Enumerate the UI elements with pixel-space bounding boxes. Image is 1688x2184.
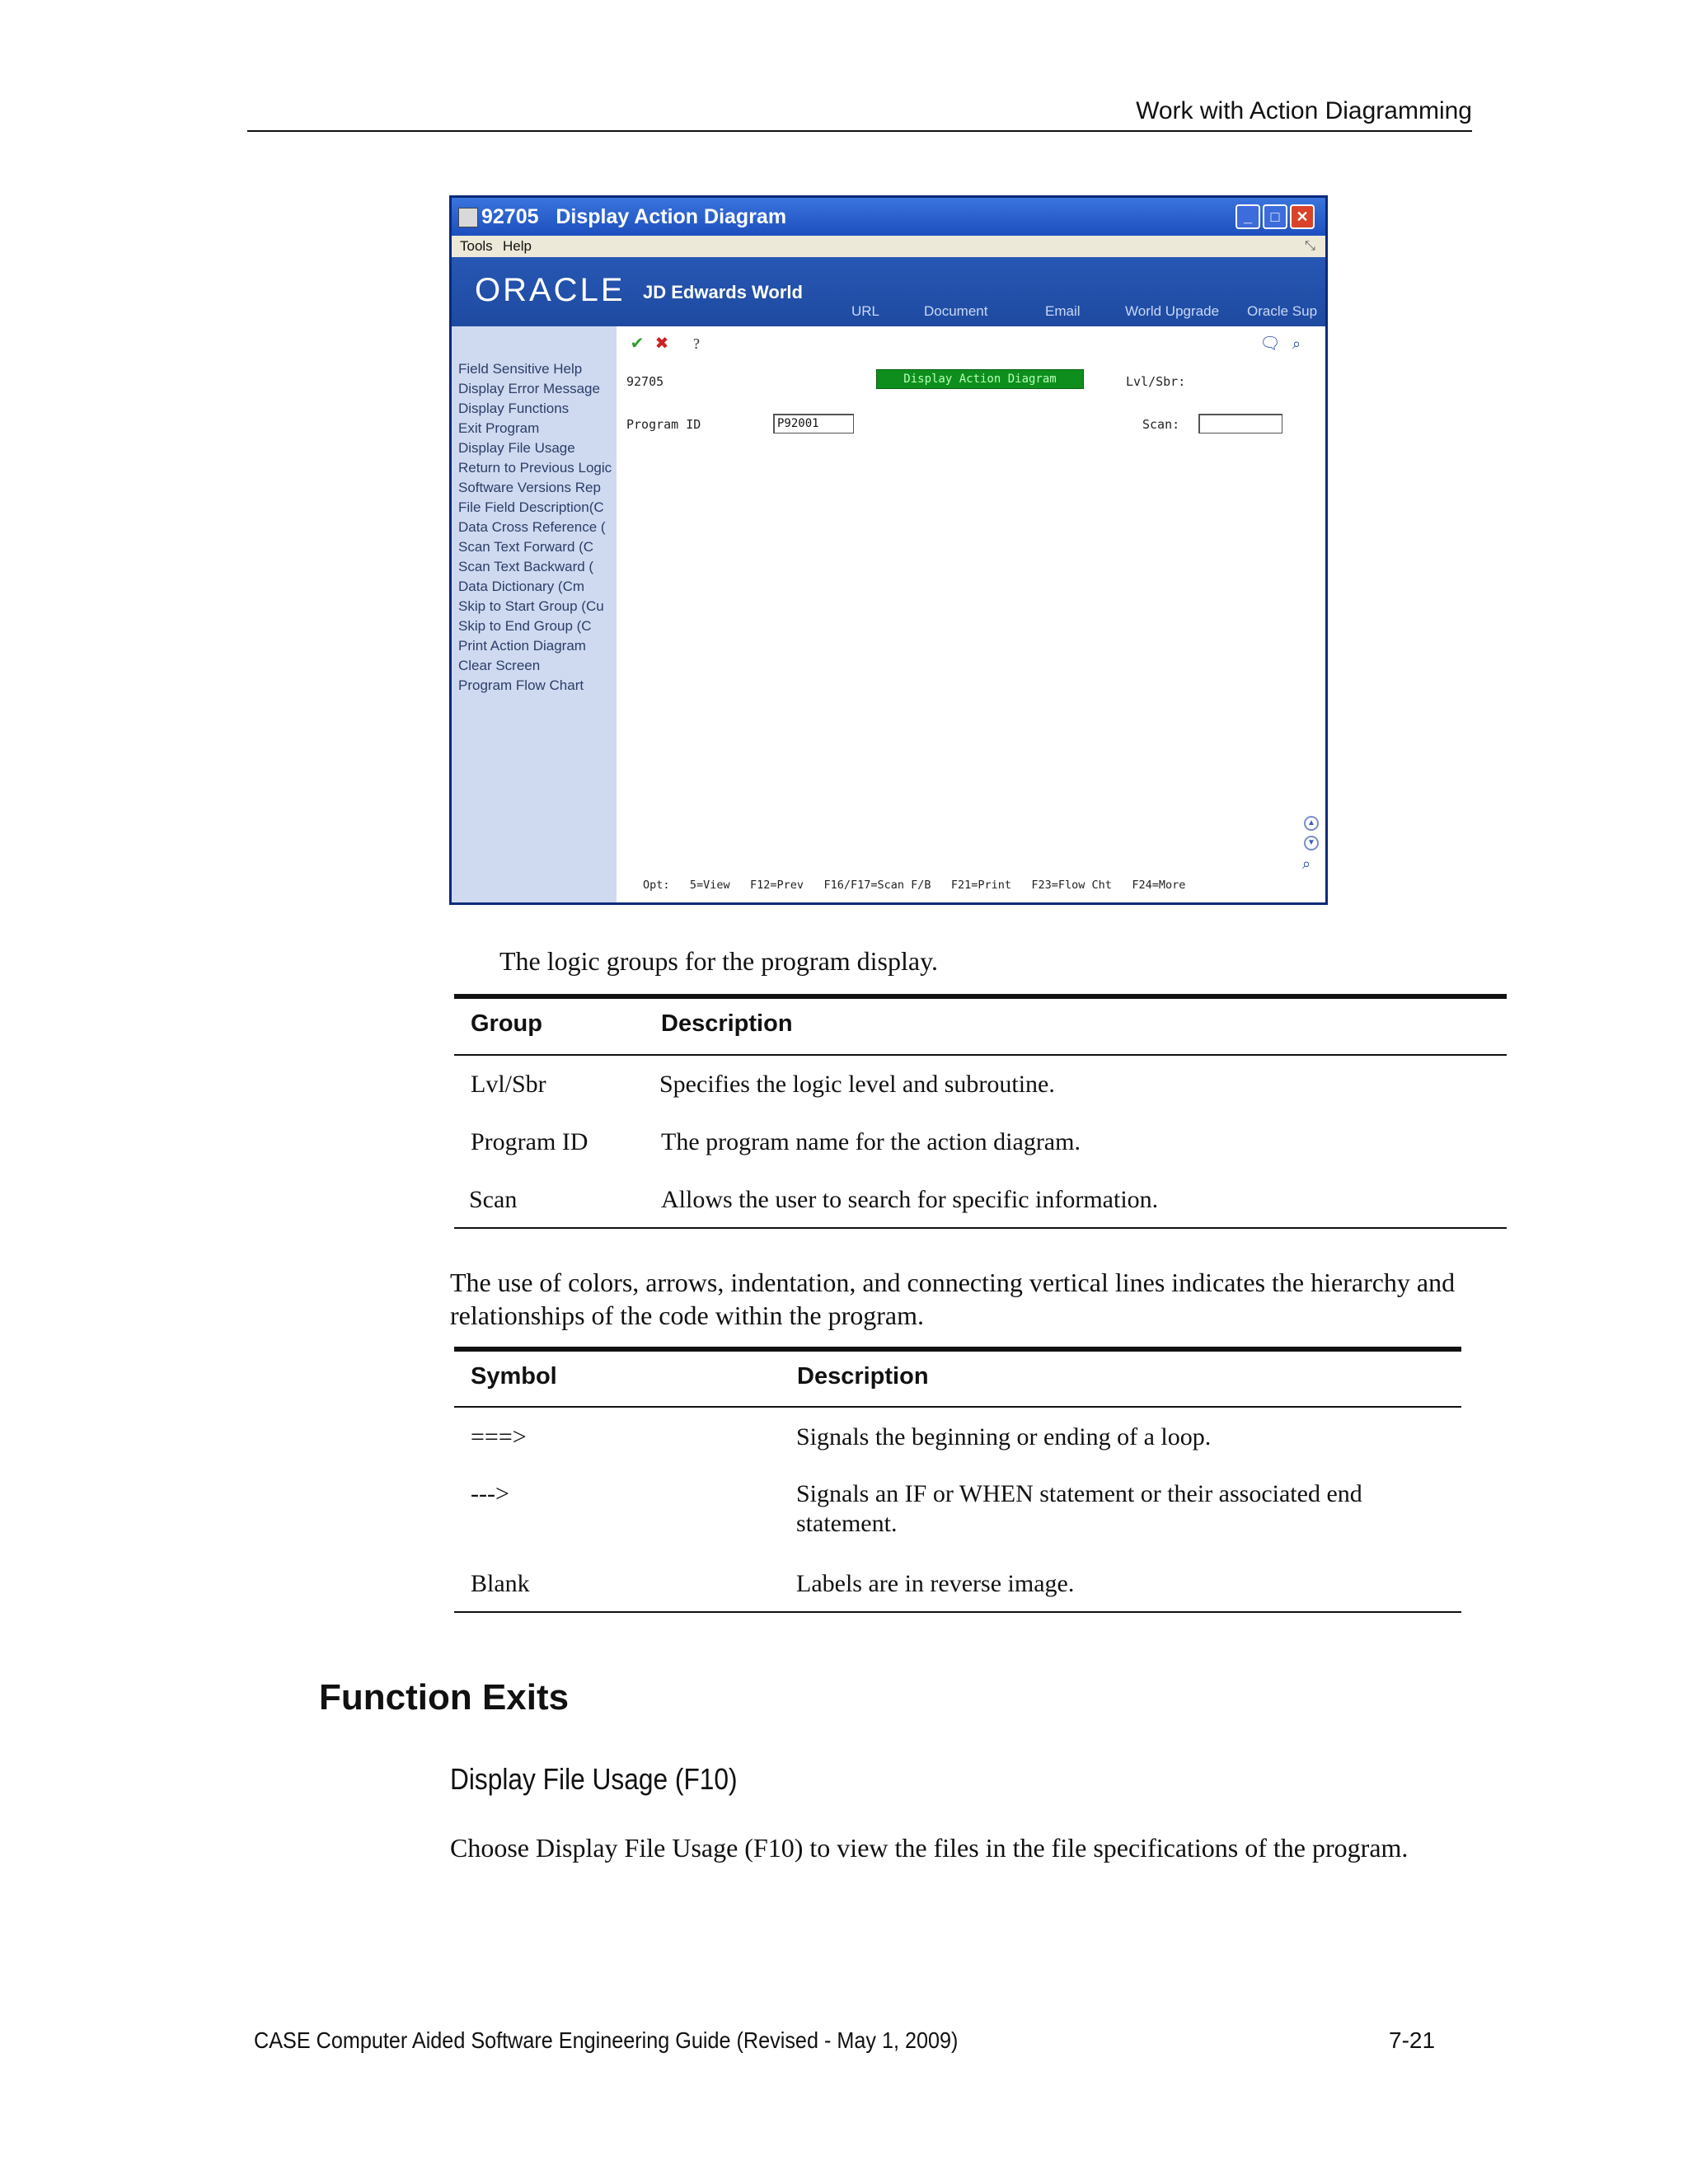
program-id-label: Program ID	[626, 417, 701, 432]
sidebar-item-scan-text-backward[interactable]: Scan Text Backward (	[458, 559, 594, 574]
app-window-screenshot	[449, 195, 1328, 905]
table1-top-rule	[454, 994, 1507, 999]
sidebar-item-scan-text-forward[interactable]: Scan Text Forward (C	[458, 539, 594, 555]
sidebar-item-print-action-diagram[interactable]: Print Action Diagram	[458, 638, 586, 654]
subsection-title: Display File Usage (F10)	[450, 1762, 738, 1796]
cancel-x-icon[interactable]: ✖	[654, 335, 669, 353]
menu-help[interactable]: Help	[503, 238, 532, 254]
table1-bottom-rule	[454, 1227, 1507, 1229]
sidebar-item-return-previous-logic[interactable]: Return to Previous Logic	[458, 460, 612, 476]
sidebar-item-data-dictionary[interactable]: Data Dictionary (Cm	[458, 579, 585, 594]
section-title: Function Exits	[319, 1677, 570, 1718]
function-sidebar	[452, 326, 617, 902]
sidebar-item-display-error-message[interactable]: Display Error Message	[458, 381, 600, 396]
function-keys-legend: Opt: 5=View F12=Prev F16/F17=Scan F/B F21=Print F23=Flow Cht F24=More	[643, 879, 1186, 892]
window-title: 92705 Display Action Diagram	[481, 205, 787, 228]
sidebar-item-clear-screen[interactable]: Clear Screen	[458, 658, 541, 673]
window-titlebar[interactable]	[452, 198, 1325, 236]
sidebar-item-file-field-description[interactable]: File Field Description(C	[458, 499, 604, 515]
table1-header-rule	[454, 1054, 1507, 1056]
sidebar-item-skip-start-group[interactable]: Skip to Start Group (Cu	[458, 598, 604, 614]
table-row: Program ID	[471, 1128, 588, 1155]
table2-header-symbol: Symbol	[471, 1363, 557, 1390]
scan-label: Scan:	[1142, 417, 1180, 432]
footer-guide-title: CASE Computer Aided Software Engineering Guide (Revised - May 1, 2009)	[254, 2027, 959, 2053]
table-row: Lvl/Sbr	[471, 1071, 546, 1098]
chat-icon[interactable]: 🗨	[1259, 335, 1281, 353]
display-file-usage-paragraph: Choose Display File Usage (F10) to view the files in the file specifications of the program.	[450, 1833, 1409, 1863]
sidebar-item-skip-end-group[interactable]: Skip to End Group (C	[458, 618, 592, 634]
menu-bar	[452, 236, 1325, 257]
table1-header-description: Description	[661, 1010, 793, 1037]
maximize-icon[interactable]: □	[1263, 204, 1287, 229]
form-area	[617, 326, 1325, 902]
hierarchy-paragraph: The use of colors, arrows, indentation, and connecting vertical lines indicates the hierarchy and relationships of the code within the program.	[450, 1268, 1456, 1330]
table-row: Specifies the logic level and subroutine.	[659, 1071, 1055, 1098]
app-icon	[458, 208, 478, 227]
table-row: Signals an IF or WHEN statement or their associated end statement.	[796, 1480, 1362, 1537]
zoom-icon[interactable]: ⌕	[1302, 855, 1311, 872]
table-row: Labels are in reverse image.	[796, 1570, 1075, 1597]
help-question-icon[interactable]: ?	[693, 335, 700, 352]
sidebar-item-program-flow-chart[interactable]: Program Flow Chart	[458, 677, 584, 693]
oracle-logo: ORACLE	[475, 272, 626, 308]
sidebar-item-software-versions[interactable]: Software Versions Rep	[458, 480, 601, 495]
table-row: Blank	[471, 1570, 530, 1597]
sidebar-item-exit-program[interactable]: Exit Program	[458, 420, 540, 436]
table2-bottom-rule	[454, 1611, 1461, 1613]
sidebar-item-data-cross-reference[interactable]: Data Cross Reference (	[458, 519, 606, 535]
table1-header-group: Group	[471, 1010, 542, 1037]
screen-title: Display Action Diagram	[876, 369, 1084, 389]
menu-tools[interactable]: Tools	[460, 238, 493, 254]
table-row: Signals the beginning or ending of a loop.	[796, 1423, 1212, 1451]
table-row: The program name for the action diagram.	[661, 1128, 1081, 1155]
sidebar-item-field-sensitive-help[interactable]: Field Sensitive Help	[458, 361, 583, 377]
header-rule	[247, 130, 1472, 132]
scroll-up-icon[interactable]: ▲	[1304, 816, 1319, 831]
close-icon[interactable]: ✕	[1290, 204, 1315, 229]
table2-header-description: Description	[797, 1363, 929, 1390]
table2-top-rule	[454, 1347, 1461, 1352]
minimize-icon[interactable]: _	[1236, 204, 1260, 229]
table2-header-rule	[454, 1406, 1461, 1408]
product-name: JD Edwards World	[643, 282, 803, 302]
sidebar-item-display-functions[interactable]: Display Functions	[458, 401, 570, 416]
program-id-input[interactable]: P92001	[773, 414, 854, 434]
search-icon[interactable]: ⌕	[1292, 335, 1301, 352]
table-row: Scan	[469, 1186, 518, 1213]
ok-check-icon[interactable]: ✔	[630, 335, 645, 353]
table-row: Allows the user to search for specific information.	[661, 1186, 1159, 1213]
banner-link-oracle-support[interactable]: Oracle Sup	[1247, 303, 1318, 319]
running-header: Work with Action Diagramming	[1136, 97, 1472, 124]
table1-caption: The logic groups for the program display.	[499, 946, 939, 976]
table-row: --->	[471, 1480, 509, 1507]
scan-input[interactable]	[1198, 414, 1282, 434]
resize-grip-icon: ⤡	[1305, 239, 1315, 253]
banner-link-url[interactable]: URL	[851, 303, 880, 319]
banner-link-email[interactable]: Email	[1045, 303, 1081, 319]
table-row: ===>	[471, 1423, 527, 1451]
page-number: 7-21	[1389, 2027, 1436, 2053]
lvl-sbr-label: Lvl/Sbr:	[1126, 374, 1186, 389]
scroll-down-icon[interactable]: ▼	[1304, 836, 1319, 851]
program-number: 92705	[626, 374, 664, 389]
banner-link-world-upgrade[interactable]: World Upgrade	[1125, 303, 1220, 319]
oracle-banner	[452, 257, 1325, 326]
sidebar-item-display-file-usage[interactable]: Display File Usage	[458, 440, 575, 456]
banner-link-document[interactable]: Document	[924, 303, 988, 319]
